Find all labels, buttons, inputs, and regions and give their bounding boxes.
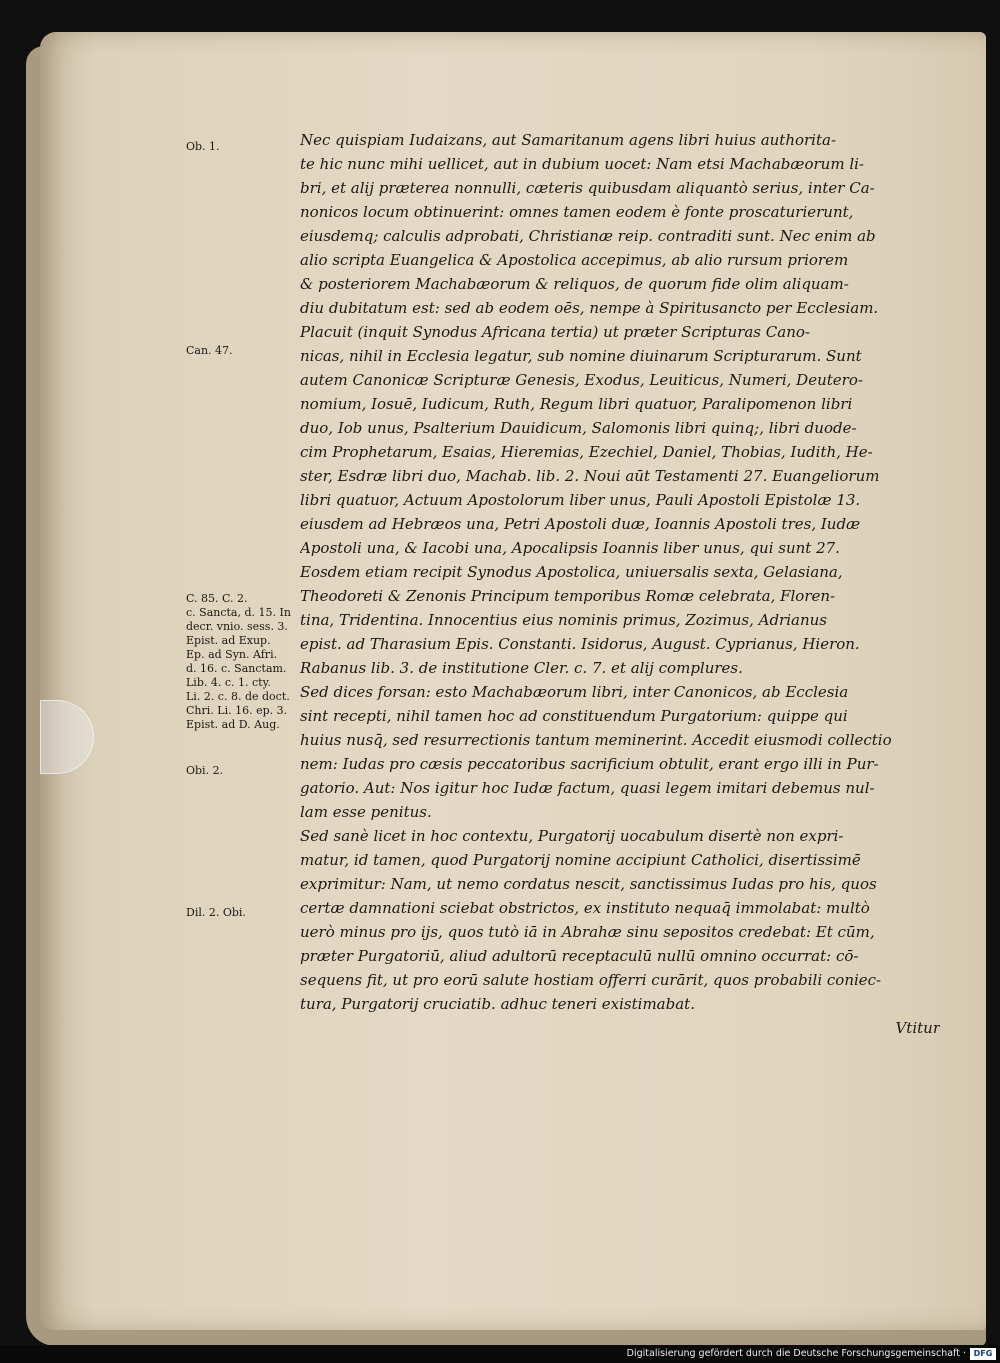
text-line: nonicos locum obtinuerint: omnes tamen eodem è fonte proscaturierunt, — [300, 203, 854, 221]
text-line: sequens fit, ut pro eorū salute hostiam offerri curārit, quos probabili coniec- — [300, 971, 882, 989]
page-clip — [40, 700, 94, 774]
margin-note-citation: Epist. ad D. Aug. — [186, 718, 280, 731]
margin-note-dil-2: Dil. 2. Obi. — [186, 906, 246, 919]
text-line: autem Canonicæ Scripturæ Genesis, Exodus, Leuiticus, Numeri, Deutero- — [300, 371, 863, 389]
margin-note-obj-1: Ob. 1. — [186, 140, 220, 153]
text-line: præter Purgatoriū, aliud adultorū receptaculū nullū omnino occurrat: cō- — [300, 947, 859, 965]
text-line: sint recepti, nihil tamen hoc ad constituendum Purgatorium: quippe qui — [300, 707, 848, 725]
margin-note-citation: Lib. 4. c. 1. cty. — [186, 676, 271, 689]
margin-note-citation: Epist. ad Exup. — [186, 634, 271, 647]
text-line: eiusdem ad Hebræos una, Petri Apostoli duæ, Ioannis Apostoli tres, Iudæ — [300, 515, 861, 533]
text-line: eiusdemq; calculis adprobati, Christianæ reip. contraditi sunt. Nec enim ab — [300, 227, 876, 245]
text-line: matur, id tamen, quod Purgatorij nomine accipiunt Catholici, disertissimē — [300, 851, 861, 869]
catchword: Vtitur — [895, 1019, 940, 1037]
text-line: exprimitur: Nam, ut nemo cordatus nescit, sanctissimus Iudas pro his, quos — [300, 875, 877, 893]
margin-note-citation: Ep. ad Syn. Afri. — [186, 648, 278, 661]
footer-bar — [0, 1345, 1000, 1363]
text-line: duo, Iob unus, Psalterium Dauidicum, Salomonis libri quinq;, libri duode- — [300, 419, 857, 437]
text-line: libri quatuor, Actuum Apostolorum liber unus, Pauli Apostoli Epistolæ 13. — [300, 491, 861, 509]
margin-note-obj-2: Obi. 2. — [186, 764, 224, 777]
dfg-logo: DFG — [970, 1348, 996, 1360]
text-line: Sed sanè licet in hoc contextu, Purgatorij uocabulum disertè non expri- — [300, 827, 844, 845]
text-line: ster, Esdræ libri duo, Machab. lib. 2. Noui aūt Testamenti 27. Euangeliorum — [300, 467, 880, 485]
margin-note-citation: c. Sancta, d. 15. In — [186, 606, 291, 619]
margin-note-citation: d. 16. c. Sanctam. — [186, 662, 287, 675]
margin-note-citation: Li. 2. c. 8. de doct. — [186, 690, 290, 703]
text-line: nomium, Iosuē, Iudicum, Ruth, Regum libri quatuor, Paralipomenon libri — [300, 395, 853, 413]
main-text — [300, 128, 940, 1040]
text-line: huius nusq̄, sed resurrectionis tantum meminerint. Accedit eiusmodi collectio — [300, 731, 892, 749]
text-line: & posteriorem Machabæorum & reliquos, de quorum fide olim aliquam- — [300, 275, 849, 293]
footer-credit: Digitalisierung gefördert durch die Deutsche Forschungsgemeinschaft · — [626, 1348, 966, 1359]
text-line: tina, Tridentina. Innocentius eius nominis primus, Zozimus, Adrianus — [300, 611, 827, 629]
text-line: Eosdem etiam recipit Synodus Apostolica, uniuersalis sexta, Gelasiana, — [300, 563, 843, 581]
text-line: gatorio. Aut: Nos igitur hoc Iudæ factum, quasi legem imitari debemus nul- — [300, 779, 875, 797]
text-line: uerò minus pro ijs, quos tutò iā in Abrahæ sinu sepositos credebat: Et cūm, — [300, 923, 875, 941]
text-line: Nec quispiam Iudaizans, aut Samaritanum agens libri huius authorita- — [300, 131, 837, 149]
text-line: nem: Iudas pro cæsis peccatoribus sacrificium obtulit, erant ergo illi in Pur- — [300, 755, 879, 773]
text-line: bri, et alij præterea nonnulli, cæteris quibusdam aliquantò serius, inter Ca- — [300, 179, 875, 197]
text-line: tura, Purgatorij cruciatib. adhuc teneri existimabat. — [300, 995, 695, 1013]
text-line: te hic nunc mihi uellicet, aut in dubium uocet: Nam etsi Machabæorum li- — [300, 155, 864, 173]
text-line: cim Prophetarum, Esaias, Hieremias, Ezechiel, Daniel, Thobias, Iudith, He- — [300, 443, 873, 461]
text-line: epist. ad Tharasium Epis. Constanti. Isidorus, August. Cyprianus, Hieron. — [300, 635, 860, 653]
margin-note-citation: decr. vnio. sess. 3. — [186, 620, 288, 633]
text-line: certæ damnationi sciebat obstrictos, ex instituto nequaq̄ immolabat: multò — [300, 899, 870, 917]
text-line: Apostoli una, & Iacobi una, Apocalipsis Ioannis liber unus, qui sunt 27. — [300, 539, 840, 557]
margin-note-citation: Chri. Li. 16. ep. 3. — [186, 704, 288, 717]
text-line: diu dubitatum est: sed ab eodem oēs, nempe à Spiritusancto per Ecclesiam. — [300, 299, 879, 317]
text-line: alio scripta Euangelica & Apostolica accepimus, ab alio rursum priorem — [300, 251, 849, 269]
text-line: nicas, nihil in Ecclesia legatur, sub nomine diuinarum Scripturarum. Sunt — [300, 347, 862, 365]
margin-note-can-47: Can. 47. — [186, 344, 233, 357]
text-line: Rabanus lib. 3. de institutione Cler. c. 7. et alij complures. — [300, 659, 743, 677]
text-line: Sed dices forsan: esto Machabæorum libri, inter Canonicos, ab Ecclesia — [300, 683, 849, 701]
margin-note-citation: C. 85. C. 2. — [186, 592, 248, 605]
text-line: Theodoreti & Zenonis Principum temporibus Romæ celebrata, Floren- — [300, 587, 836, 605]
text-line: Placuit (inquit Synodus Africana tertia) ut præter Scripturas Cano- — [300, 323, 810, 341]
text-line: lam esse penitus. — [300, 803, 432, 821]
